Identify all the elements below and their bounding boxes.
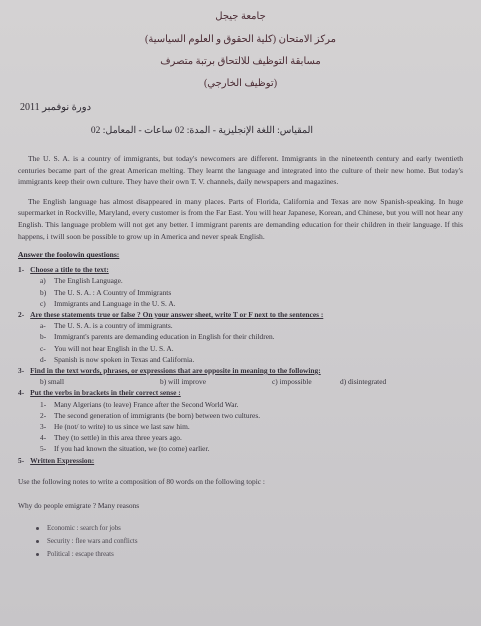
question-title: Written Expression:	[30, 455, 95, 465]
list-item: b) small	[40, 377, 65, 387]
word-list	[18, 376, 463, 387]
exam-center: مركز الامتحان (كلية الحقوق و العلوم السياسية)	[145, 34, 336, 45]
list-item: 1- Many Algerians (to leave) France after the Second World War.	[40, 399, 239, 409]
list-item: a- The U. S. A. is a country of immigrants.	[40, 321, 173, 331]
question-number: 3-	[18, 365, 25, 375]
question-title: Choose a title to the text:	[30, 265, 109, 275]
university-name: جامعة جيجل	[215, 11, 266, 22]
contest-title: مسابقة التوظيف للالتحاق برتبة متصرف	[160, 56, 321, 67]
list-item: d) disintegrated	[340, 377, 387, 387]
question-title: Are these statements true or false ? On your answer sheet, write T or F next to the sentences :	[30, 309, 324, 319]
question-number: 5-	[18, 455, 25, 465]
list-item: Political : escape threats	[36, 548, 463, 561]
list-item: c) impossible	[272, 377, 312, 387]
notes-list	[18, 522, 463, 561]
question-number: 1-	[18, 265, 25, 275]
passage-paragraph-2: The English language has almost disappeared in many places. Parts of Florida, California and Texas are now Spanish-speaking. In huge supermarket in Rockville, Maryland, every customer is from the Far East. You will hear Japanese, Korean, and Chinese, but you will not hear any English. This language problem will not get any better. I immigrant parents are demanding education for their children in their language. If this happens, i twill soon be possible to grow up in America and never speak English.	[18, 196, 463, 241]
list-item: b) The U. S. A. : A Country of Immigrants	[40, 287, 172, 297]
question-2	[18, 309, 463, 365]
question-1	[18, 264, 463, 309]
bullet-icon	[36, 527, 39, 530]
question-title: Find in the text words, phrases, or expressions that are opposite in meaning to the following:	[30, 365, 321, 375]
list-item: Economic : search for jobs	[36, 522, 463, 535]
list-item: d- Spanish is now spoken in Texas and California.	[40, 354, 195, 364]
list-item: c) Immigrants and Language in the U. S. A.	[40, 298, 176, 308]
recruitment-mode: (توظيف الخارجي)	[203, 78, 278, 89]
subject-line: المقياس: اللغة الإنجليزية - المدة: 02 ساعات - المعامل: 02	[90, 126, 313, 136]
answer-heading: Answer the foolowin questions:	[18, 250, 120, 260]
question-number: 4-	[18, 388, 25, 398]
question-4	[18, 387, 463, 454]
composition-topic: Why do people emigrate ? Many reasons	[18, 501, 140, 511]
list-item: 4- They (to settle) in this area three years ago.	[40, 433, 182, 443]
list-item: 5- If you had known the situation, we (to come) earlier.	[40, 444, 210, 454]
passage-paragraph-1: The U. S. A. is a country of immigrants, but today's newcomers are different. Immigrants in the nineteenth century and early twentieth centuries became part of the great American melting. They learnt the language and integrated into the culture of their new home. But today's immigrants keep their own culture. They have their own T. V. channels, daily newspapers and magazines.	[18, 154, 463, 187]
list-item: 3- He (not/ to write) to us since we last saw him.	[40, 422, 190, 431]
composition-instruction: Use the following notes to write a composition of 80 words on the following topic :	[18, 476, 265, 486]
list-item: b- Immigrant's parents are demanding education in English for their children.	[40, 332, 275, 342]
bullet-icon	[36, 553, 39, 556]
question-5	[18, 455, 463, 562]
list-item: b) will improve	[160, 377, 206, 387]
question-title: Put the verbs in brackets in their correct sense :	[30, 388, 181, 398]
session-date: دورة نوفمبر 2011	[20, 102, 92, 113]
question-3	[18, 365, 463, 387]
question-number: 2-	[18, 309, 25, 319]
bullet-icon	[36, 540, 39, 543]
list-item: 2- The second generation of immigrants (be born) between two cultures.	[40, 410, 261, 420]
list-item: c- You will not hear English in the U. S. A.	[40, 343, 174, 353]
list-item: Security : flee wars and conflicts	[36, 535, 463, 548]
list-item: a) The English Language.	[40, 276, 123, 286]
arabic-header	[18, 8, 463, 92]
